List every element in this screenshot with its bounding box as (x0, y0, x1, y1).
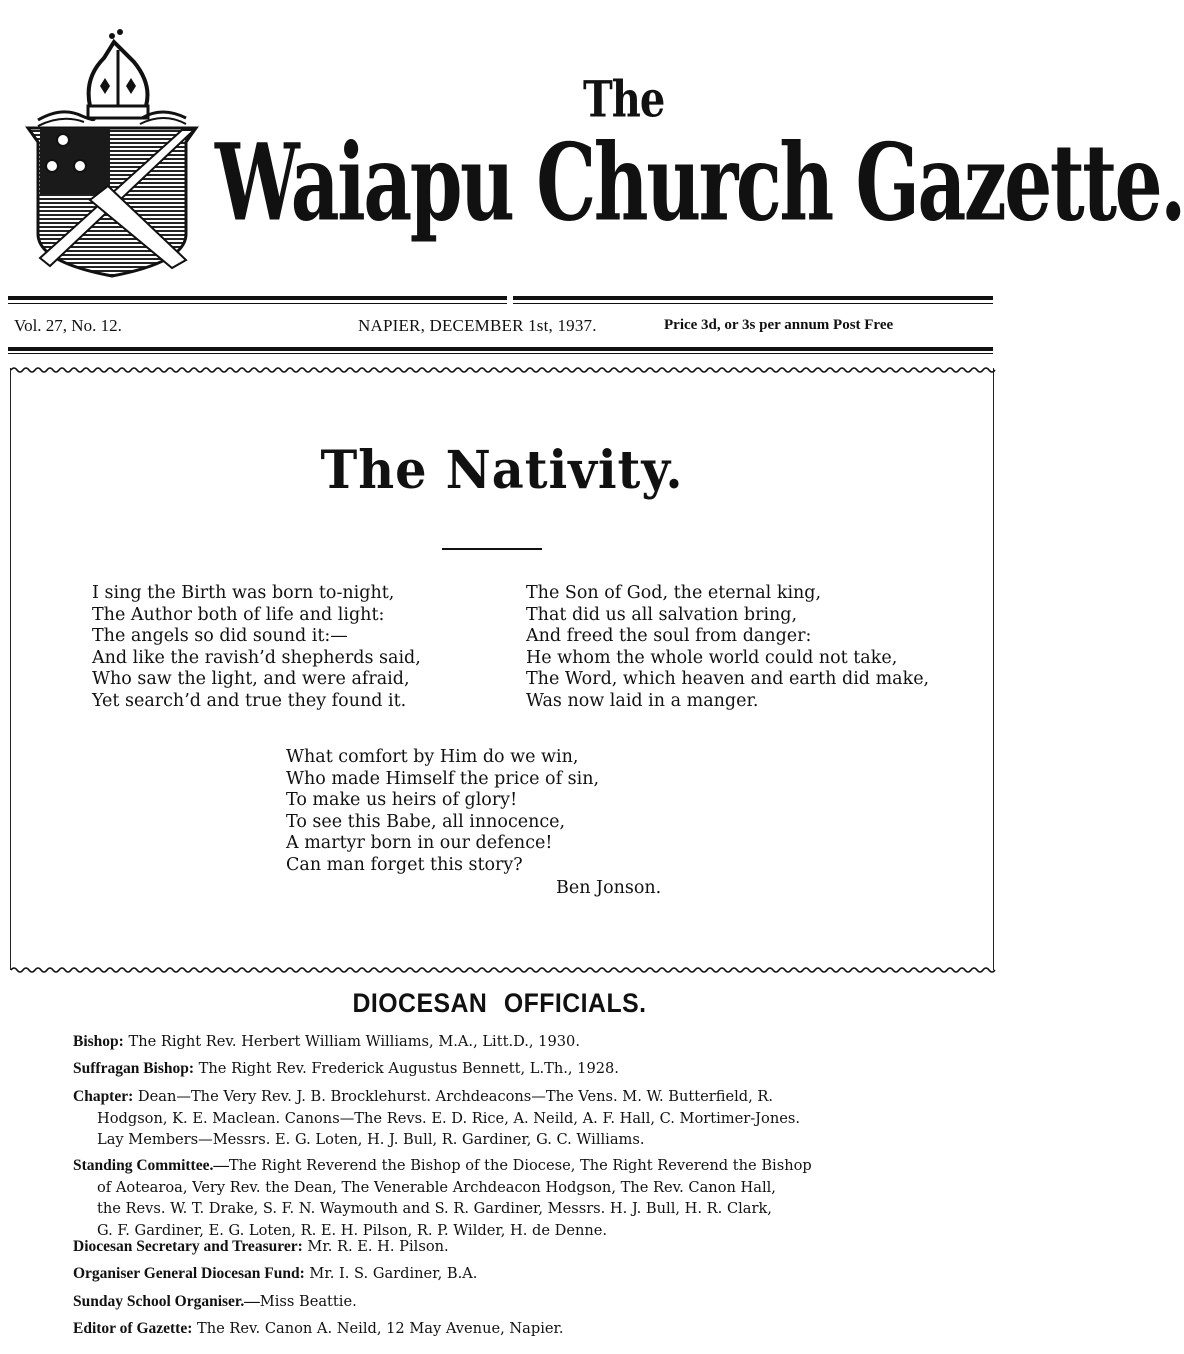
official-text: G. F. Gardiner, E. G. Loten, R. E. H. Pilson, R. P. Wilder, H. de Denne. (97, 1221, 608, 1239)
official-text: Lay Members—Messrs. E. G. Loten, H. J. Bull, R. Gardiner, G. C. Williams. (97, 1131, 645, 1148)
official-entry-chapter (73, 1086, 939, 1151)
poem-line: I sing the Birth was born to-night, (92, 583, 395, 603)
poem-stanza-1 (92, 583, 421, 713)
official-text: The Right Reverend the Bishop of the Diocese, The Right Reverend the Bishop (228, 1157, 812, 1174)
poem-line: The Word, which heaven and earth did make, (526, 669, 930, 690)
info-rule-bottom-thin (8, 353, 993, 354)
poem-line: The Author both of life and light: (92, 604, 385, 625)
masthead-title: Waiapu Church Gazette. (215, 120, 1184, 245)
title-rule (442, 548, 542, 550)
official-label: Editor of Gazette: (73, 1320, 193, 1337)
official-label: Chapter: (73, 1088, 134, 1105)
poem-line: Yet search’d and true they found it. (92, 690, 407, 711)
wavy-border-top (11, 366, 993, 374)
officials-heading: DIOCESAN OFFICIALS. (352, 988, 647, 1018)
poem-line: Who made Himself the price of sin, (286, 768, 600, 789)
volume-number: Vol. 27, No. 12. (14, 316, 122, 335)
official-text: the Revs. W. T. Drake, S. F. N. Waymouth and S. R. Gardiner, Messrs. H. J. Bull, H. R. Clark, (97, 1200, 772, 1217)
official-entry-editor (73, 1318, 939, 1340)
poem-line: And like the ravish’d shepherds said, (92, 647, 421, 668)
poem-line: To see this Babe, all innocence, (286, 811, 566, 832)
official-text: Miss Beattie. (259, 1293, 357, 1310)
poem-line: To make us heirs of glory! (286, 790, 518, 811)
poem-stanza-3 (286, 747, 599, 877)
poem-stanza-2 (526, 583, 929, 713)
poem-line: Was now laid in a manger. (526, 690, 759, 711)
official-entry-standing-committee (73, 1155, 939, 1241)
rule-gap (507, 294, 513, 306)
official-label: Bishop: (73, 1033, 124, 1050)
diocesan-crest-icon (22, 14, 202, 276)
official-text: The Right Rev. Frederick Augustus Bennett, L.Th., 1928. (198, 1060, 619, 1077)
official-label: Organiser General Diocesan Fund: (73, 1265, 305, 1282)
official-entry-sunday-school (73, 1291, 939, 1313)
poem-line: Who saw the light, and were afraid, (92, 669, 410, 690)
dateline: NAPIER, DECEMBER 1st, 1937. (358, 316, 597, 335)
official-label: Diocesan Secretary and Treasurer: (73, 1238, 303, 1255)
poem-author: Ben Jonson. (556, 878, 662, 898)
official-label: Standing Committee.— (73, 1157, 229, 1174)
official-text: Mr. R. E. H. Pilson. (307, 1238, 449, 1255)
official-text: The Right Rev. Herbert William Williams, M.A., Litt.D., 1930. (128, 1033, 580, 1050)
official-entry-suffragan-bishop (73, 1058, 939, 1080)
masthead-rule-top-thin (8, 303, 993, 304)
poem-line: He whom the whole world could not take, (526, 647, 898, 668)
official-label: Suffragan Bishop: (73, 1060, 195, 1077)
official-entry-secretary-treasurer (73, 1236, 939, 1258)
official-text: of Aotearoa, Very Rev. the Dean, The Venerable Archdeacon Hodgson, The Rev. Canon Hall, (97, 1178, 776, 1196)
official-entry-organiser-fund (73, 1263, 939, 1285)
official-text: Hodgson, K. E. Maclean. Canons—The Revs. E. D. Rice, A. Neild, A. F. Hall, C. Mortimer-Jones. (97, 1109, 800, 1127)
poem-line: A martyr born in our defence! (286, 833, 553, 854)
official-entry-bishop (73, 1031, 939, 1053)
official-text: Dean—The Very Rev. J. B. Brocklehurst. Archdeacons—The Vens. M. W. Butterfield, R. (137, 1088, 773, 1105)
masthead-rule-top (8, 296, 993, 300)
poem-line: The Son of God, the eternal king, (526, 583, 822, 603)
poem-title: The Nativity. (320, 440, 684, 501)
poem-line: Can man forget this story? (286, 854, 523, 875)
masthead-the: The (583, 70, 665, 129)
poem-frame (10, 368, 994, 970)
price-line: Price 3d, or 3s per annum Post Free (664, 317, 894, 333)
wavy-border-bottom (11, 966, 993, 974)
official-label: Sunday School Organiser.— (73, 1293, 260, 1310)
official-text: Mr. I. S. Gardiner, B.A. (309, 1265, 478, 1282)
official-text: The Rev. Canon A. Neild, 12 May Avenue, Napier. (197, 1320, 564, 1337)
poem-line: The angels so did sound it:— (92, 626, 348, 647)
info-rule-bottom (8, 347, 993, 351)
poem-line: What comfort by Him do we win, (286, 747, 579, 767)
poem-line: That did us all salvation bring, (526, 604, 798, 625)
poem-line: And freed the soul from danger: (526, 626, 812, 647)
